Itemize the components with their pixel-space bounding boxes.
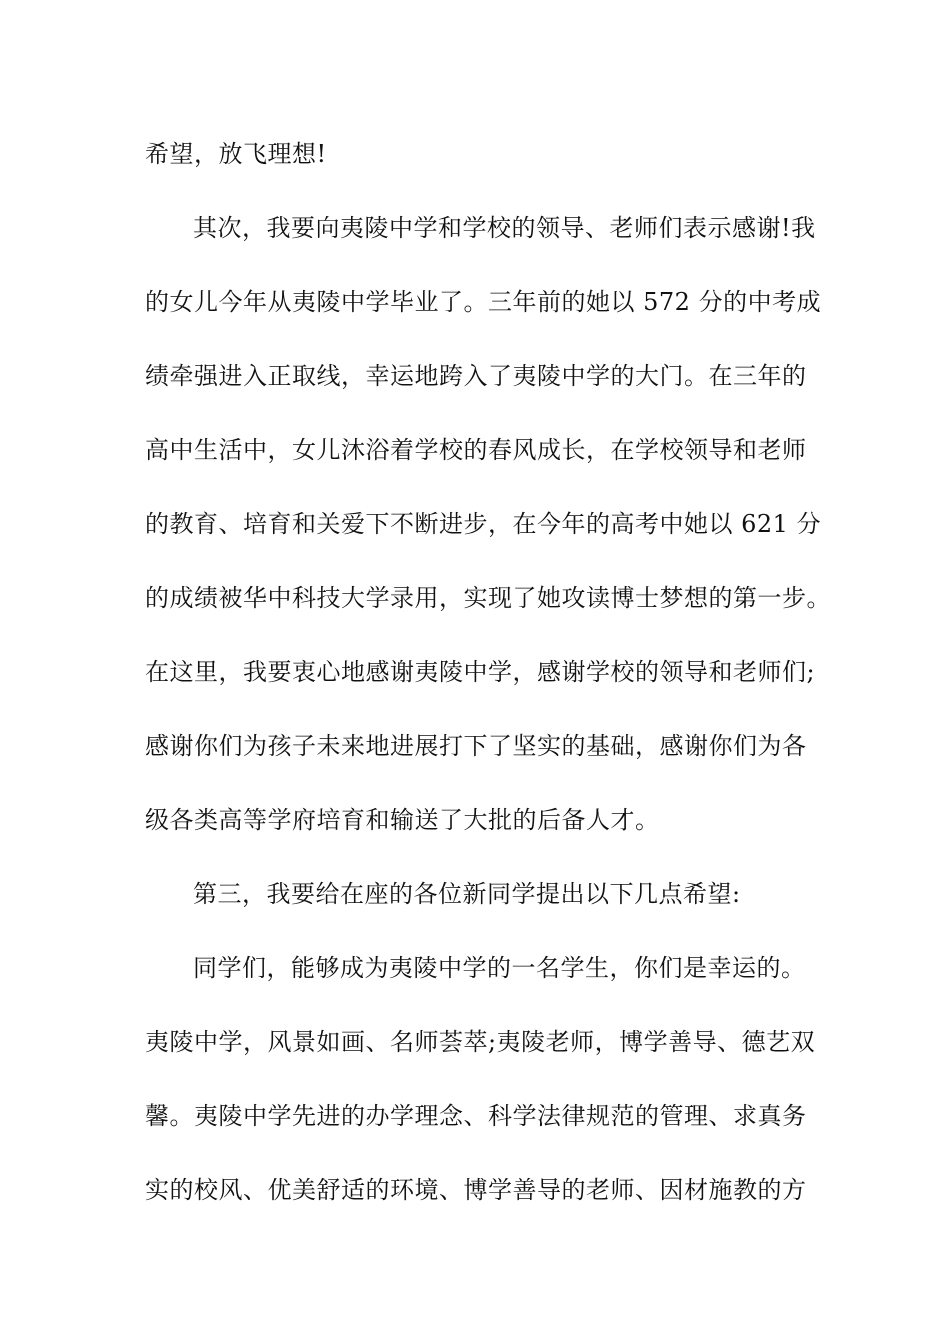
paragraph-second-line-1: 其次，我要向夷陵中学和学校的领导、老师们表示感谢!我 — [193, 214, 816, 242]
text-line-1: 希望，放飞理想! — [145, 140, 327, 168]
paragraph-third-line-1: 第三，我要给在座的各位新同学提出以下几点希望: — [193, 880, 741, 908]
text-line-3: 的女儿今年从夷陵中学毕业了。三年前的她以 572 分的中考成 — [145, 288, 822, 316]
text-line-7: 的成绩被华中科技大学录用，实现了她攻读博士梦想的第一步。 — [145, 584, 831, 612]
text-line-14: 馨。夷陵中学先进的办学理念、科学法律规范的管理、求真务 — [145, 1102, 807, 1130]
text-line-4: 绩牵强进入正取线，幸运地跨入了夷陵中学的大门。在三年的 — [145, 362, 807, 390]
text-line-10: 级各类高等学府培育和输送了大批的后备人才。 — [145, 806, 660, 834]
text-line-8: 在这里，我要衷心地感谢夷陵中学，感谢学校的领导和老师们; — [145, 658, 816, 686]
text-line-15: 实的校风、优美舒适的环境、博学善导的老师、因材施教的方 — [145, 1176, 807, 1204]
text-line-9: 感谢你们为孩子未来地进展打下了坚实的基础，感谢你们为各 — [145, 732, 807, 760]
paragraph-fourth-line-1: 同学们，能够成为夷陵中学的一名学生，你们是幸运的。 — [193, 954, 806, 982]
text-line-6: 的教育、培育和关爱下不断进步，在今年的高考中她以 621 分 — [145, 510, 822, 538]
text-line-5: 高中生活中，女儿沐浴着学校的春风成长，在学校领导和老师 — [145, 436, 807, 464]
text-line-13: 夷陵中学，风景如画、名师荟萃;夷陵老师，博学善导、德艺双 — [145, 1028, 816, 1056]
